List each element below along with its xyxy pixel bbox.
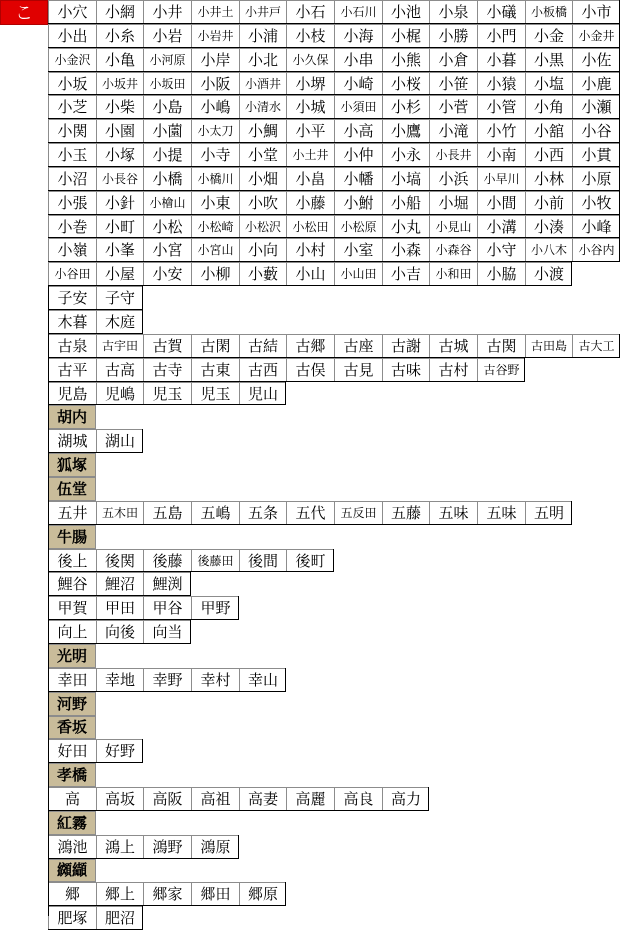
name-cell[interactable]: 小室	[334, 238, 382, 262]
name-cell[interactable]: 小角	[525, 95, 572, 119]
name-cell[interactable]: 子守	[96, 286, 143, 310]
name-cell[interactable]: 古城	[429, 334, 477, 358]
name-cell[interactable]: 小熊	[382, 48, 429, 72]
name-cell[interactable]: 後町	[286, 549, 334, 572]
name-cell[interactable]: 小嶋	[191, 95, 239, 119]
name-cell[interactable]: 五味	[429, 501, 477, 525]
name-cell[interactable]: 古谷野	[477, 358, 525, 382]
name-cell[interactable]: 小吹	[239, 191, 286, 215]
name-cell[interactable]: 古閑	[191, 334, 239, 358]
name-cell[interactable]: 小阪	[191, 72, 239, 95]
name-cell[interactable]: 五条	[239, 501, 286, 525]
name-cell[interactable]: 小平	[286, 119, 334, 143]
row-header: 香坂	[48, 716, 96, 739]
name-cell[interactable]: 小滝	[429, 119, 477, 143]
name-cell[interactable]: 小岩	[143, 24, 191, 48]
name-cell[interactable]: 小畑	[239, 167, 286, 191]
name-cell[interactable]: 湖山	[96, 429, 143, 453]
name-cell[interactable]: 小和田	[429, 262, 477, 286]
name-cell[interactable]: 高阪	[143, 787, 191, 811]
name-cell[interactable]: 小玉	[48, 143, 96, 167]
name-cell[interactable]: 子安	[48, 286, 96, 310]
name-cell[interactable]: 後間	[239, 549, 286, 572]
name-cell[interactable]: 小畠	[286, 167, 334, 191]
name-cell[interactable]: 小須田	[334, 95, 382, 119]
name-cell[interactable]: 木暮	[48, 310, 96, 334]
row-header: 紅霧	[48, 811, 96, 835]
name-cell[interactable]: 小倉	[429, 48, 477, 72]
name-cell[interactable]: 小塙	[382, 167, 429, 191]
name-cell[interactable]: 小松原	[334, 215, 382, 238]
name-cell[interactable]: 古宇田	[96, 334, 143, 358]
name-cell[interactable]: 後上	[48, 549, 96, 572]
name-cell[interactable]: 小杉	[382, 95, 429, 119]
name-cell[interactable]: 小湊	[525, 215, 572, 238]
name-cell[interactable]: 郷原	[239, 882, 286, 906]
name-cell[interactable]: 小笹	[429, 72, 477, 95]
name-cell[interactable]: 小橋川	[191, 167, 239, 191]
name-cell[interactable]: 小藤	[286, 191, 334, 215]
name-cell[interactable]: 小黒	[525, 48, 572, 72]
name-cell[interactable]: 小池	[382, 0, 429, 24]
name-cell[interactable]: 小薗	[143, 119, 191, 143]
name-cell[interactable]: 向上	[48, 620, 96, 644]
name-cell[interactable]: 小坂	[48, 72, 96, 95]
name-cell[interactable]: 小管	[477, 95, 525, 119]
name-cell[interactable]: 好田	[48, 739, 96, 763]
name-cell[interactable]: 小森谷	[429, 238, 477, 262]
name-cell[interactable]: 鴻野	[143, 835, 191, 859]
name-cell[interactable]: 後藤	[143, 549, 191, 572]
name-cell[interactable]: 小守	[477, 238, 525, 262]
name-cell[interactable]: 小暮	[477, 48, 525, 72]
name-cell[interactable]: 小坂井	[96, 72, 143, 95]
name-cell[interactable]: 後藤田	[191, 549, 239, 572]
name-cell[interactable]: 小松田	[286, 215, 334, 238]
name-cell[interactable]: 小鷹	[382, 119, 429, 143]
row-header: 孝橋	[48, 763, 96, 787]
row-header: 牛腸	[48, 525, 96, 549]
name-cell[interactable]: 小関	[48, 119, 96, 143]
name-cell[interactable]: 鴻原	[191, 835, 239, 859]
name-cell[interactable]: 小寺	[191, 143, 239, 167]
name-cell[interactable]: 小土井	[286, 143, 334, 167]
name-cell[interactable]: 小山	[286, 262, 334, 286]
name-cell[interactable]: 小谷田	[48, 262, 96, 286]
name-cell[interactable]: 高坂	[96, 787, 143, 811]
name-cell[interactable]: 小堺	[286, 72, 334, 95]
name-cell[interactable]: 小堂	[239, 143, 286, 167]
name-cell[interactable]: 小間	[477, 191, 525, 215]
name-cell[interactable]: 小森	[382, 238, 429, 262]
name-cell[interactable]: 古田島	[525, 334, 572, 358]
name-cell[interactable]: 小穴	[48, 0, 96, 24]
name-cell[interactable]: 小船	[382, 191, 429, 215]
name-cell[interactable]: 小吉	[382, 262, 429, 286]
name-cell[interactable]: 小鯛	[239, 119, 286, 143]
name-cell[interactable]: 甲田	[96, 596, 143, 620]
name-cell[interactable]: 小山田	[334, 262, 382, 286]
name-cell[interactable]: 小谷	[572, 119, 620, 143]
name-cell[interactable]: 小河原	[143, 48, 191, 72]
row-header: 伍堂	[48, 477, 96, 501]
name-cell[interactable]: 小塩	[525, 72, 572, 95]
name-cell[interactable]: 小原	[572, 167, 620, 191]
name-cell[interactable]: 五代	[286, 501, 334, 525]
name-cell[interactable]: 小永	[382, 143, 429, 167]
name-cell[interactable]: 小松沢	[239, 215, 286, 238]
name-cell[interactable]: 五木田	[96, 501, 143, 525]
name-cell[interactable]: 幸山	[239, 668, 286, 692]
name-cell[interactable]: 小檜山	[143, 191, 191, 215]
name-cell[interactable]: 小脇	[477, 262, 525, 286]
name-cell[interactable]: 高力	[382, 787, 429, 811]
name-cell[interactable]: 五味	[477, 501, 525, 525]
name-cell[interactable]: 古賀	[143, 334, 191, 358]
name-cell[interactable]: 児玉	[191, 382, 239, 405]
name-cell[interactable]: 小八木	[525, 238, 572, 262]
name-cell[interactable]: 小仲	[334, 143, 382, 167]
name-cell[interactable]: 好野	[96, 739, 143, 763]
name-cell[interactable]: 小安	[143, 262, 191, 286]
name-cell[interactable]: 小牧	[572, 191, 620, 215]
name-cell[interactable]: 鯉沼	[96, 572, 143, 596]
name-cell[interactable]: 古大工	[572, 334, 620, 358]
name-cell[interactable]: 小松崎	[191, 215, 239, 238]
name-cell[interactable]: 古高	[96, 358, 143, 382]
name-cell[interactable]: 小酒井	[239, 72, 286, 95]
name-cell[interactable]: 高妻	[239, 787, 286, 811]
name-cell[interactable]: 肥沼	[96, 906, 143, 930]
name-cell[interactable]: 高良	[334, 787, 382, 811]
name-cell[interactable]: 高	[48, 787, 96, 811]
name-cell[interactable]: 小浦	[239, 24, 286, 48]
name-cell[interactable]: 小勝	[429, 24, 477, 48]
name-cell[interactable]: 向当	[143, 620, 191, 644]
name-cell[interactable]: 古西	[239, 358, 286, 382]
name-cell[interactable]: 小佐	[572, 48, 620, 72]
name-cell[interactable]: 小藪	[239, 262, 286, 286]
name-cell[interactable]: 小石	[286, 0, 334, 24]
name-cell[interactable]: 小鹿	[572, 72, 620, 95]
name-cell[interactable]: 湖城	[48, 429, 96, 453]
name-cell[interactable]: 小屋	[96, 262, 143, 286]
name-cell[interactable]: 小高	[334, 119, 382, 143]
name-cell[interactable]: 五島	[143, 501, 191, 525]
name-cell[interactable]: 小堀	[429, 191, 477, 215]
name-cell[interactable]: 小松	[143, 215, 191, 238]
name-cell[interactable]: 小町	[96, 215, 143, 238]
name-cell[interactable]: 五嶋	[191, 501, 239, 525]
name-cell[interactable]: 鴻池	[48, 835, 96, 859]
row-header: 河野	[48, 692, 96, 716]
name-cell[interactable]: 小泉	[429, 0, 477, 24]
name-cell[interactable]: 小芝	[48, 95, 96, 119]
name-cell[interactable]: 小橋	[143, 167, 191, 191]
name-cell[interactable]: 児山	[239, 382, 286, 405]
name-cell[interactable]: 五明	[525, 501, 572, 525]
name-cell[interactable]: 小糸	[96, 24, 143, 48]
name-cell[interactable]: 小崎	[334, 72, 382, 95]
name-cell[interactable]: 木庭	[96, 310, 143, 334]
name-cell[interactable]: 郷	[48, 882, 96, 906]
name-cell[interactable]: 児嶋	[96, 382, 143, 405]
name-cell[interactable]: 小金井	[572, 24, 620, 48]
name-cell[interactable]: 小板橋	[525, 0, 572, 24]
name-cell[interactable]: 古泉	[48, 334, 96, 358]
name-cell[interactable]: 幸田	[48, 668, 96, 692]
name-cell[interactable]: 五井	[48, 501, 96, 525]
name-cell[interactable]: 小舘	[525, 119, 572, 143]
name-cell[interactable]: 小梶	[382, 24, 429, 48]
name-cell[interactable]: 小岸	[191, 48, 239, 72]
name-cell[interactable]: 古関	[477, 334, 525, 358]
name-cell[interactable]: 古俣	[286, 358, 334, 382]
name-cell[interactable]: 小早川	[477, 167, 525, 191]
name-cell[interactable]: 小峰	[572, 215, 620, 238]
name-cell[interactable]: 古結	[239, 334, 286, 358]
name-cell[interactable]: 小村	[286, 238, 334, 262]
name-cell[interactable]: 小見山	[429, 215, 477, 238]
name-cell[interactable]: 幸野	[143, 668, 191, 692]
name-cell[interactable]: 小宮山	[191, 238, 239, 262]
row-header: 狐塚	[48, 453, 96, 477]
name-cell[interactable]: 小門	[477, 24, 525, 48]
row-header: 纐纈	[48, 859, 96, 882]
name-cell[interactable]: 小竹	[477, 119, 525, 143]
name-cell[interactable]: 小渡	[525, 262, 572, 286]
name-cell[interactable]: 高祖	[191, 787, 239, 811]
name-cell[interactable]: 小串	[334, 48, 382, 72]
name-cell[interactable]: 五藤	[382, 501, 429, 525]
name-cell[interactable]: 小太刀	[191, 119, 239, 143]
name-cell[interactable]: 小柳	[191, 262, 239, 286]
name-cell[interactable]: 小張	[48, 191, 96, 215]
row-header: 胡内	[48, 405, 96, 429]
name-cell[interactable]: 古寺	[143, 358, 191, 382]
name-cell[interactable]: 幸地	[96, 668, 143, 692]
name-cell[interactable]: 肥塚	[48, 906, 96, 930]
name-cell[interactable]: 古郷	[286, 334, 334, 358]
name-cell[interactable]: 小出	[48, 24, 96, 48]
name-cell[interactable]: 小市	[572, 0, 620, 24]
name-cell[interactable]: 小南	[477, 143, 525, 167]
name-cell[interactable]: 小金沢	[48, 48, 96, 72]
name-cell[interactable]: 小城	[286, 95, 334, 119]
name-cell[interactable]: 小園	[96, 119, 143, 143]
name-cell[interactable]: 小菅	[429, 95, 477, 119]
name-cell[interactable]: 小提	[143, 143, 191, 167]
index-tab[interactable]: こ	[0, 0, 48, 25]
name-cell[interactable]: 小亀	[96, 48, 143, 72]
name-cell[interactable]: 甲谷	[143, 596, 191, 620]
name-cell[interactable]: 小浜	[429, 167, 477, 191]
name-cell[interactable]: 郷上	[96, 882, 143, 906]
name-cell[interactable]: 郷家	[143, 882, 191, 906]
name-cell[interactable]: 小猿	[477, 72, 525, 95]
name-cell[interactable]: 小針	[96, 191, 143, 215]
name-cell[interactable]: 小長井	[429, 143, 477, 167]
name-cell[interactable]: 小溝	[477, 215, 525, 238]
name-cell[interactable]: 古村	[429, 358, 477, 382]
name-cell[interactable]: 小岩井	[191, 24, 239, 48]
name-cell[interactable]: 小塚	[96, 143, 143, 167]
name-cell[interactable]: 小井	[143, 0, 191, 24]
name-cell[interactable]: 小向	[239, 238, 286, 262]
name-cell[interactable]: 小沼	[48, 167, 96, 191]
name-cell[interactable]: 小谷内	[572, 238, 620, 262]
name-cell[interactable]: 小坂田	[143, 72, 191, 95]
name-cell[interactable]: 小島	[143, 95, 191, 119]
name-cell[interactable]: 小桜	[382, 72, 429, 95]
name-cell[interactable]: 児島	[48, 382, 96, 405]
name-cell[interactable]: 小巻	[48, 215, 96, 238]
name-cell[interactable]: 小幡	[334, 167, 382, 191]
name-cell[interactable]: 小清水	[239, 95, 286, 119]
name-cell[interactable]: 甲賀	[48, 596, 96, 620]
name-cell[interactable]: 五反田	[334, 501, 382, 525]
name-cell[interactable]: 古味	[382, 358, 429, 382]
name-cell[interactable]: 向後	[96, 620, 143, 644]
name-cell[interactable]: 小金	[525, 24, 572, 48]
name-cell[interactable]: 小東	[191, 191, 239, 215]
name-cell[interactable]: 古平	[48, 358, 96, 382]
name-cell[interactable]: 小網	[96, 0, 143, 24]
name-cell[interactable]: 小海	[334, 24, 382, 48]
group-bracket	[48, 286, 49, 334]
name-cell[interactable]: 小石川	[334, 0, 382, 24]
name-cell[interactable]: 後関	[96, 549, 143, 572]
name-cell[interactable]: 鴻上	[96, 835, 143, 859]
name-cell[interactable]: 古見	[334, 358, 382, 382]
name-cell[interactable]: 小柴	[96, 95, 143, 119]
name-cell[interactable]: 小嶺	[48, 238, 96, 262]
name-cell[interactable]: 甲野	[191, 596, 239, 620]
name-cell[interactable]: 幸村	[191, 668, 239, 692]
name-cell[interactable]: 鯉谷	[48, 572, 96, 596]
name-cell[interactable]: 小礒	[477, 0, 525, 24]
group-bracket	[48, 405, 49, 916]
name-cell[interactable]: 小長谷	[96, 167, 143, 191]
name-cell[interactable]: 小西	[525, 143, 572, 167]
name-cell[interactable]: 古東	[191, 358, 239, 382]
name-cell[interactable]: 古座	[334, 334, 382, 358]
name-cell[interactable]: 小宮	[143, 238, 191, 262]
row-header: 光明	[48, 644, 96, 668]
name-cell[interactable]: 小瀬	[572, 95, 620, 119]
name-cell[interactable]: 児玉	[143, 382, 191, 405]
name-cell[interactable]: 小丸	[382, 215, 429, 238]
name-cell[interactable]: 小峯	[96, 238, 143, 262]
name-cell[interactable]: 小井戸	[239, 0, 286, 24]
name-cell[interactable]: 小枝	[286, 24, 334, 48]
name-cell[interactable]: 小北	[239, 48, 286, 72]
name-cell[interactable]: 古謝	[382, 334, 429, 358]
group-bracket	[48, 334, 49, 405]
name-cell[interactable]: 郷田	[191, 882, 239, 906]
name-cell[interactable]: 鯉渕	[143, 572, 191, 596]
name-cell[interactable]: 小井土	[191, 0, 239, 24]
name-cell[interactable]: 小前	[525, 191, 572, 215]
name-cell[interactable]: 小鮒	[334, 191, 382, 215]
name-cell[interactable]: 小林	[525, 167, 572, 191]
name-cell[interactable]: 小貫	[572, 143, 620, 167]
name-cell[interactable]: 高麗	[286, 787, 334, 811]
name-cell[interactable]: 小久保	[286, 48, 334, 72]
